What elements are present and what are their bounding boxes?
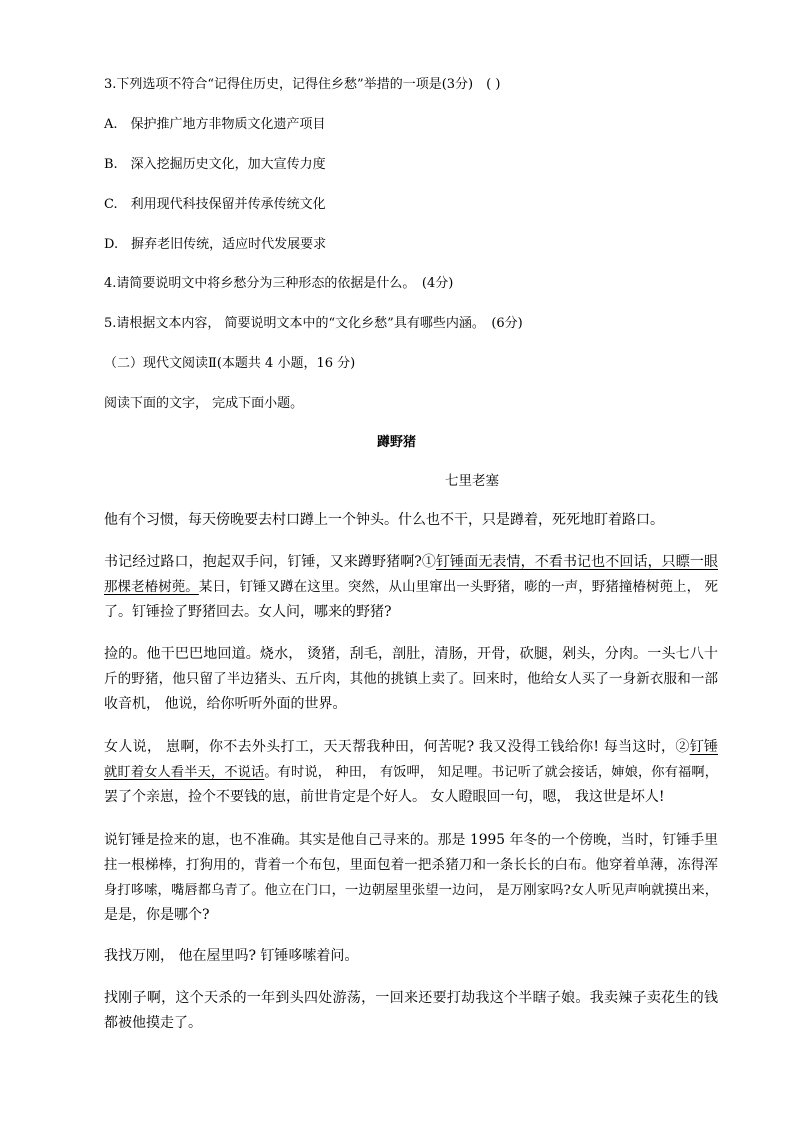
underlined-passage-1-end: 那棵老椿树蔸。	[104, 579, 199, 595]
text-line: 捡的。他干巴巴地回道。烧水， 烫猪，刮毛，剖肚，清肠，开骨，砍腿，剁头，分肉。一头七八十	[104, 646, 718, 662]
text-line	[104, 575, 718, 600]
section-instruction: 阅读下面的文字， 完成下面小题。	[104, 396, 304, 411]
story-paragraph-6	[104, 944, 718, 969]
text-line: 斤的野猪，他只留了半边猪头、五斤肉，其他的挑镇上卖了。回来时，他给女人买了一身新衣服和一部	[104, 671, 718, 687]
question-3: 3.下列选项不符合“记得住历史，记得住乡愁”举措的一项是(3分) ( )	[104, 77, 501, 92]
text-line: 我找万刚， 他在屋里吗? 钉锤哆嗦着问。	[104, 948, 359, 964]
question-3-option-d: D. 摒弃老旧传统，适应时代发展要求	[104, 237, 327, 252]
text-line: 罢了个亲崽，捡个不要钱的崽，前世肯定是个好人。 女人瞪眼回一句，嗯， 我这世是坏人!	[104, 789, 665, 805]
text-run: 女人说， 崽啊，你不去外头打工，天天帮我种田，何苦呢? 我又没得工钱给你! 每当这时，②	[104, 739, 690, 755]
text-run: 。有时说， 种田， 有饭呷， 知足哩。书记听了就会接话，婶娘，你有福啊，	[264, 765, 718, 780]
question-3-option-b: B. 深入挖掘历史文化，加大宣传力度	[104, 157, 326, 172]
text-line: 他有个习惯，每天傍晚要去村口蹲上一个钟头。什么也不干，只是蹲着，死死地盯着路口。	[104, 512, 664, 528]
question-5: 5.请根据文本内容， 简要说明文本中的“文化乡愁”具有哪些内涵。 (6分)	[104, 316, 523, 331]
story-author: 七里老塞	[445, 473, 499, 489]
underlined-passage-1: 钉锤面无表情，不看书记也不回话，只瞟一眼	[436, 554, 718, 570]
text-line: 了。钉锤捡了野猪回去。女人问，哪来的野猪?	[104, 604, 392, 620]
text-line	[104, 760, 718, 785]
story-paragraph-1	[104, 508, 718, 533]
story-title: 蹲野猪	[376, 435, 416, 450]
question-3-option-c: C. 利用现代科技保留并传承传统文化	[104, 197, 326, 212]
text-line	[104, 550, 718, 575]
text-line: 拄一根梯棒，打狗用的，背着一个布包，里面包着一把杀猪刀和一条长长的白布。他穿着单薄，冻得浑	[104, 857, 718, 873]
story-paragraph-7	[104, 986, 718, 1036]
story-paragraph-2	[104, 550, 718, 625]
text-line: 都被他摸走了。	[104, 1015, 202, 1031]
text-line: 找刚子啊，这个天杀的一年到头四处游荡，一回来还要打劫我这个半瞎子娘。我卖辣子卖花生的钱	[104, 990, 718, 1006]
text-line: 收音机， 他说，给你听听外面的世界。	[104, 696, 347, 712]
story-paragraph-3	[104, 642, 718, 717]
underlined-passage-2: 钉锤	[689, 739, 719, 755]
story-paragraph-5	[104, 828, 718, 928]
underlined-passage-2-end: 就盯着女人看半天，不说话	[104, 765, 265, 780]
text-line	[104, 735, 718, 760]
text-line: 身打哆嗦，嘴唇都乌青了。他立在门口，一边朝屋里张望一边问， 是万刚家吗?女人听见声响就摸出来，	[104, 883, 718, 898]
story-paragraph-4	[104, 735, 718, 810]
text-run: 某日，钉锤又蹲在这里。突然，从山里窜出一头野猪，嘭的一声，野猪撞椿树蔸上， 死	[198, 579, 718, 595]
section-heading: （二）现代文阅读Ⅱ(本题共 4 小题，16 分)	[104, 356, 356, 371]
question-3-option-a: A. 保护推广地方非物质文化遗产项目	[104, 117, 326, 132]
text-line: 是是，你是哪个?	[104, 907, 210, 923]
text-line: 说钉锤是捡来的崽，也不准确。其实是他自己寻来的。那是 1995 年冬的一个傍晚，当时，钉锤手里	[104, 832, 718, 848]
text-run: 书记经过路口，抱起双手问，钉锤，又来蹲野猪啊?①	[104, 554, 437, 570]
question-4: 4.请简要说明文中将乡愁分为三种形态的依据是什么。 (4分)	[104, 276, 454, 291]
